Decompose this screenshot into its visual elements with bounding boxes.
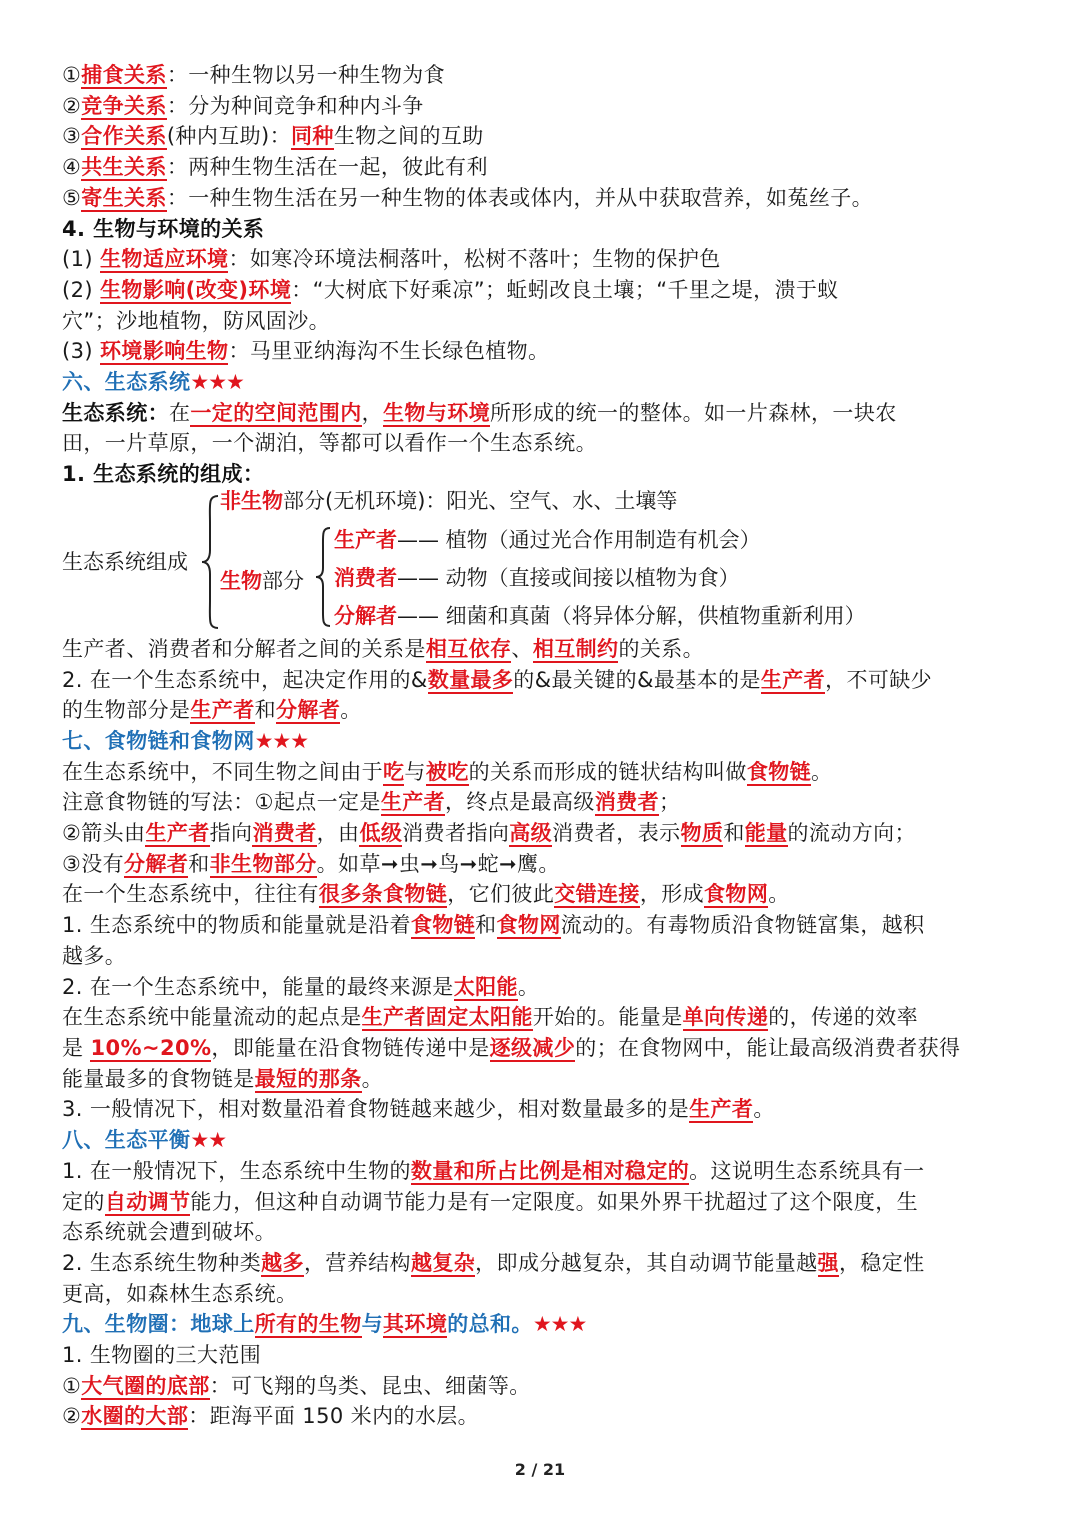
body-text: ：可飞翔的鸟类、昆虫、细菌等。 [209, 1373, 531, 1398]
key-term: 竞争关系 [81, 93, 167, 118]
key-term: 一定的空间范围内 [190, 400, 362, 425]
small-brace-icon [314, 526, 332, 628]
body-text: 。如草➞虫➞鸟➞蛇➞鹰。 [316, 851, 560, 876]
body-text: 的生物部分是 [62, 698, 191, 723]
paragraph-line [62, 665, 1022, 696]
star-rating: ★★★ [532, 1312, 587, 1337]
definition-line: 田，一片草原，一个湖泊，等都可以看作一个生态系统。 [62, 431, 597, 456]
key-term: 越复杂 [410, 1250, 476, 1275]
key-term: 寄生关系 [81, 185, 167, 210]
section-heading [62, 1125, 1022, 1156]
key-term: 共生关系 [81, 155, 167, 180]
section-heading [62, 1309, 1022, 1340]
body-text: 的关系。 [618, 636, 705, 661]
env-item [62, 244, 1022, 275]
body-text: 。 [753, 1097, 775, 1122]
paragraph-line [62, 787, 1022, 818]
body-text: 定的 [62, 1189, 105, 1214]
consumer-line [334, 563, 740, 593]
body-text: 指向 [209, 821, 253, 846]
body-text: 在生态系统中能量流动的起点是 [62, 1005, 362, 1030]
body-text: ：两种生物生活在一起，彼此有利 [166, 155, 488, 180]
key-term: 最短的那条 [254, 1066, 362, 1091]
key-term: 大气圈的底部 [81, 1373, 210, 1398]
body-text: 流动的。有毒物质沿食物链富集，越积 [560, 913, 925, 938]
biotic-line [220, 566, 304, 596]
subsection-title: 4. 生物与环境的关系 [62, 216, 265, 241]
key-term: 消费者 [594, 790, 660, 815]
body-text: 是 [62, 1035, 91, 1060]
body-text: ，稳定性 [838, 1250, 925, 1275]
key-term: 其环境 [383, 1312, 448, 1337]
key-term: 生物适应环境 [100, 247, 229, 272]
key-term: 环境影响生物 [100, 339, 229, 364]
relation-line [62, 152, 1022, 183]
body-text: 。 [768, 882, 790, 907]
body-text: ：一种生物生活在另一种生物的体表或体内，并从中获取营养，如菟丝子。 [166, 185, 874, 210]
key-term: 交错连接 [554, 882, 640, 907]
paragraph-line [62, 1156, 1022, 1187]
body-text: ， [361, 400, 384, 425]
key-term: 分解者 [334, 603, 397, 628]
body-text: 消费者指向 [402, 821, 510, 846]
key-term: 生物影响(改变)环境 [100, 277, 292, 302]
heading-text: 九、生物圈：地球上 [62, 1312, 255, 1337]
key-term: 数量和所占比例是相对稳定的 [410, 1158, 690, 1183]
body-text: —— 植物（通过光合作用制造有机会） [397, 527, 761, 552]
relation-line [62, 183, 1022, 214]
body-text: 生物之间的互助 [333, 124, 484, 149]
body-text: 能量最多的食物链是 [62, 1066, 255, 1091]
key-term: 同种 [291, 124, 334, 149]
item-number: ⑤ [62, 185, 82, 210]
body-text: 和 [723, 821, 745, 846]
body-text: 部分(无机环境)：阳光、空气、水、土壤等 [283, 488, 678, 513]
key-term: 食物链 [746, 759, 812, 784]
body-text: 。 [361, 1066, 384, 1091]
body-text: ； [659, 790, 681, 815]
key-term: 吃 [383, 759, 405, 784]
env-item-continued: 穴”；沙地植物，防风固沙。 [62, 308, 331, 333]
body-text: 。 [811, 759, 833, 784]
star-rating: ★★★ [254, 728, 309, 753]
body-text: ，不可缺少 [825, 667, 933, 692]
body-text: 在生态系统中，不同生物之间由于 [62, 759, 383, 784]
paragraph-line: 态系统就会遭到破坏。 [62, 1220, 276, 1245]
body-text: 的&最关键的&最基本的是 [513, 667, 761, 692]
body-text: ③没有 [62, 851, 125, 876]
key-term: 食物链 [410, 913, 476, 938]
body-text: 和 [188, 851, 210, 876]
body-text: ：如寒冷环境法桐落叶，松树不落叶；生物的保护色 [228, 247, 721, 272]
body-text: (种内互助)： [166, 124, 292, 149]
body-text: 和 [254, 698, 277, 723]
paragraph-line [62, 695, 1022, 726]
body-text: 。这说明生态系统具有一 [689, 1158, 925, 1183]
key-term: 分解者 [276, 698, 341, 723]
page-number: 2 / 21 [514, 1460, 566, 1479]
key-term: 相互制约 [532, 636, 619, 661]
abiotic-line [220, 486, 677, 516]
item-number: ④ [62, 155, 82, 180]
item-number: ① [62, 1373, 82, 1398]
body-text: 能力，但这种自动调节能力是有一定限度。如果外界干扰超过了这个限度，生 [190, 1189, 919, 1214]
key-term: 食物网 [496, 913, 561, 938]
item-number: ② [62, 1404, 82, 1429]
item-number: (2) [62, 277, 101, 302]
key-term: 生产者 [760, 667, 826, 692]
body-text: ，它们彼此 [447, 882, 555, 907]
key-term: 非生物部分 [209, 851, 317, 876]
body-text: 。 [517, 974, 540, 999]
body-text: 2. 在一个生态系统中，能量的最终来源是 [62, 974, 454, 999]
key-term: 自动调节 [104, 1189, 191, 1214]
heading-text: 与 [361, 1312, 384, 1337]
paragraph-line [62, 1187, 1022, 1218]
body-text: ，终点是最高级 [445, 790, 595, 815]
body-text: ：一种生物以另一种生物为食 [166, 63, 446, 87]
paragraph-line [62, 757, 1022, 788]
body-text: ：距海平面 150 米内的水层。 [188, 1404, 480, 1429]
paragraph-line [62, 1371, 1022, 1402]
key-term: 消费者 [252, 821, 317, 846]
paragraph-line [62, 849, 1022, 880]
paragraph-line [62, 1094, 1022, 1125]
paragraph-line [62, 1033, 1022, 1064]
body-text: 1. 生态系统中的物质和能量就是沿着 [62, 913, 411, 938]
item-number: (1) [62, 247, 101, 272]
key-term: 高级 [509, 821, 553, 846]
section-heading [62, 367, 1022, 398]
section-heading [62, 726, 1022, 757]
definition-line [62, 398, 1022, 429]
decomposer-line [334, 601, 866, 631]
body-text: 生产者、消费者和分解者之间的关系是 [62, 636, 426, 661]
body-text: ，即成分越复杂，其自动调节能量越 [475, 1250, 818, 1275]
body-text: ：“大树底下好乘凉”；蚯蚓改良土壤；“千里之堤，溃于蚁 [291, 277, 839, 302]
key-term: 太阳能 [453, 974, 518, 999]
key-term: 10%~20% [90, 1035, 212, 1060]
body-text: 2. 生态系统生物种类 [62, 1250, 262, 1275]
key-term: 逐级减少 [489, 1035, 576, 1060]
key-term: 很多条食物链 [318, 882, 448, 907]
body-text: ②箭头由 [62, 821, 146, 846]
key-term: 生物与环境 [383, 400, 491, 425]
key-term: 食物网 [704, 882, 769, 907]
paragraph-line [62, 879, 1022, 910]
relation-line [62, 121, 1022, 152]
body-text: 的关系而形成的链状结构叫做 [468, 759, 747, 784]
paragraph-line [62, 818, 1022, 849]
body-text: 在 [169, 400, 191, 425]
item-number: (3) [62, 339, 101, 364]
body-text: ，营养结构 [303, 1250, 411, 1275]
item-number: ② [62, 93, 82, 118]
subsection-title: 1. 生态系统的组成： [62, 462, 265, 487]
heading-text: 的总和。 [447, 1312, 533, 1337]
body-text: ：分为种间竞争和种内斗争 [166, 93, 424, 118]
body-text: 在一个生态系统中，往往有 [62, 882, 319, 907]
paragraph-line [62, 1002, 1022, 1033]
body-text: 开始的。能量是 [532, 1005, 683, 1030]
ecosystem-diagram [62, 490, 1022, 634]
body-text: ，形成 [639, 882, 705, 907]
body-text: —— 动物（直接或间接以植物为食） [397, 565, 740, 590]
env-item [62, 275, 1022, 306]
term-label: 生态系统： [62, 400, 169, 425]
body-text: ，由 [316, 821, 360, 846]
body-text: ：马里亚纳海沟不生长绿色植物。 [228, 339, 550, 364]
body-text: —— 细菌和真菌（将异体分解，供植物重新利用） [397, 603, 866, 628]
key-term: 非生物 [220, 488, 283, 513]
body-text: 的；在食物网中，能让最高级消费者获得 [575, 1035, 961, 1060]
item-number: ③ [62, 124, 82, 149]
heading-text: 六、生态系统 [62, 370, 191, 395]
paragraph-line [62, 1064, 1022, 1095]
key-term: 合作关系 [81, 124, 167, 149]
paragraph-line [62, 1401, 1022, 1432]
body-text: 1. 在一般情况下，生态系统中生物的 [62, 1158, 411, 1183]
key-term: 捕食关系 [81, 63, 167, 87]
paragraph-line [62, 972, 1022, 1003]
key-term: 低级 [359, 821, 403, 846]
paragraph-line [62, 1248, 1022, 1279]
key-term: 生产者固定太阳能 [361, 1005, 533, 1030]
key-term: 单向传递 [682, 1005, 769, 1030]
heading-text: 八、生态平衡 [62, 1128, 191, 1153]
key-term: 消费者 [334, 565, 397, 590]
paragraph-line [62, 634, 1022, 665]
body-text: 3. 一般情况下，相对数量沿着食物链越来越少，相对数量最多的是 [62, 1097, 690, 1122]
key-term: 物质 [680, 821, 724, 846]
key-term: 所有的生物 [254, 1312, 362, 1337]
key-term: 生产者 [380, 790, 446, 815]
heading-text: 七、食物链和食物网 [62, 728, 255, 753]
relation-line [62, 91, 1022, 122]
body-text: 部分 [262, 568, 304, 593]
producer-line [334, 525, 761, 555]
page-content [62, 60, 1022, 1432]
body-text: 、 [511, 636, 533, 661]
key-term: 生产者 [689, 1097, 754, 1122]
item-number: ① [62, 63, 82, 87]
body-text: 消费者，表示 [552, 821, 681, 846]
key-term: 数量最多 [427, 667, 514, 692]
body-text: 所形成的统一的整体。如一片森林，一块农 [490, 400, 897, 425]
body-text: 的流动方向； [787, 821, 916, 846]
body-text: ，即能量在沿食物链传递中是 [211, 1035, 490, 1060]
star-rating: ★★ [190, 1128, 227, 1153]
body-text: 。 [340, 698, 362, 723]
body-text: 与 [404, 759, 426, 784]
key-term: 生产者 [334, 527, 397, 552]
key-term: 生产者 [190, 698, 255, 723]
env-item [62, 336, 1022, 367]
relation-line [62, 60, 1022, 91]
paragraph-line [62, 910, 1022, 941]
key-term: 越多 [261, 1250, 304, 1275]
key-term: 强 [817, 1250, 839, 1275]
key-term: 水圈的大部 [81, 1404, 189, 1429]
body-text: 和 [475, 913, 497, 938]
paragraph-line: 更高，如森林生态系统。 [62, 1281, 298, 1306]
key-term: 生物 [220, 568, 262, 593]
paragraph-line: 1. 生物圈的三大范围 [62, 1343, 262, 1368]
key-term: 相互依存 [425, 636, 512, 661]
key-term: 能量 [744, 821, 788, 846]
big-brace-icon [200, 494, 220, 630]
paragraph-line: 越多。 [62, 943, 127, 968]
star-rating: ★★★ [190, 370, 244, 395]
body-text: 注意食物链的写法：①起点一定是 [62, 790, 381, 815]
key-term: 分解者 [124, 851, 189, 876]
key-term: 被吃 [425, 759, 469, 784]
key-term: 生产者 [145, 821, 210, 846]
body-text: 2. 在一个生态系统中，起决定作用的& [62, 667, 428, 692]
diagram-root: 生态系统组成 [62, 549, 188, 574]
body-text: 的，传递的效率 [768, 1005, 919, 1030]
